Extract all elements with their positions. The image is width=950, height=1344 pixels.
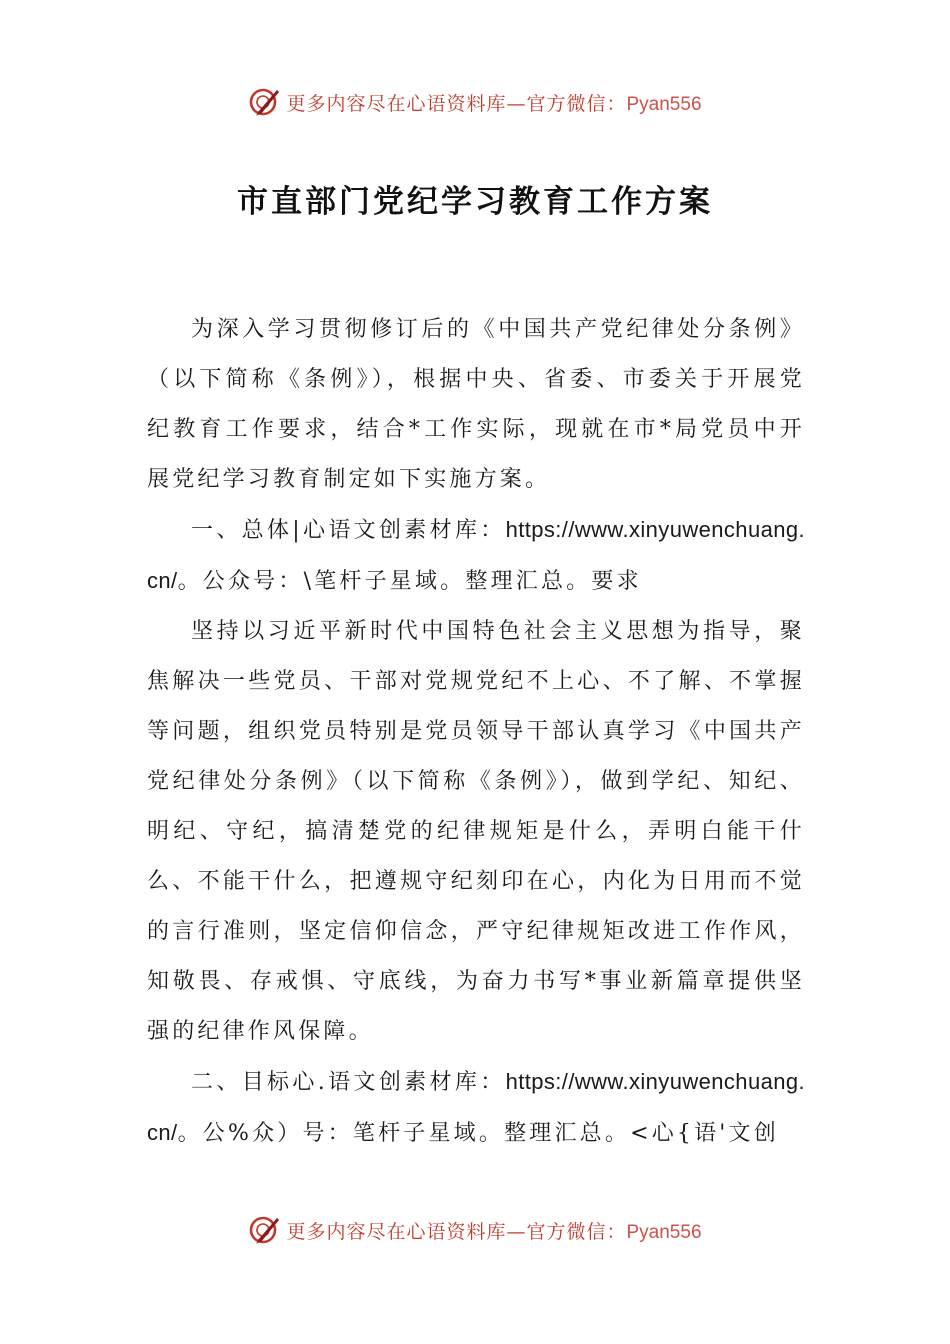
document-body bbox=[147, 305, 805, 1159]
quill-pen-logo-icon bbox=[248, 85, 282, 119]
banner-text: 更多内容尽在心语资料库—官方微信：Pyan556 bbox=[286, 1220, 702, 1243]
paragraph-requirements: 坚持以习近平新时代中国特色社会主义思想为指导，聚焦解决一些党员、干部对党规党纪不上心、不了解、不掌握等问题，组织党员特别是党员领导干部认真学习《中国共产党纪律处分条例》（以下简称《条例》），做到学纪、知纪、明纪、守纪，搞清楚党的纪律规矩是什么，弄明白能干什么、不能干什么，把遵规守纪刻印在心，内化为日用而不觉的言行准则，坚定信仰信念，严守纪律规矩改进工作作风，知敬畏、存戒惧、守底线，为奋力书写*事业新篇章提供坚强的纪律作风保障。 bbox=[147, 619, 805, 1044]
document-title: 市直部门党纪学习教育工作方案 bbox=[237, 184, 713, 220]
footer-banner bbox=[0, 1210, 950, 1250]
banner-text: 更多内容尽在心语资料库—官方微信：Pyan556 bbox=[286, 92, 702, 115]
section2-url: https://www.xinyuwenchuang.cn/ bbox=[147, 1069, 805, 1145]
section-heading-2: 二、目标心.语文创素材库：https://www.xinyuwenchuang.cn/。公%众）号：笔杆子星域。整理汇总。<心{语'文创 bbox=[147, 1069, 805, 1146]
quill-pen-logo-icon bbox=[248, 1213, 282, 1247]
section1-url: https://www.xinyuwenchuang.cn/ bbox=[147, 517, 805, 593]
section-heading-1: 一、总体|心语文创素材库：https://www.xinyuwenchuang.cn/。公众号：\笔杆子星域。整理汇总。要求 bbox=[147, 517, 805, 594]
wechat-id: Pyan556 bbox=[626, 1221, 702, 1243]
wechat-id: Pyan556 bbox=[626, 93, 702, 115]
paragraph-intro: 为深入学习贯彻修订后的《中国共产党纪律处分条例》（以下简称《条例》），根据中央、省委、市委关于开展党纪教育工作要求，结合*工作实际，现就在市*局党员中开展党纪学习教育制定如下实施方案。 bbox=[147, 317, 805, 492]
header-banner bbox=[0, 82, 950, 122]
